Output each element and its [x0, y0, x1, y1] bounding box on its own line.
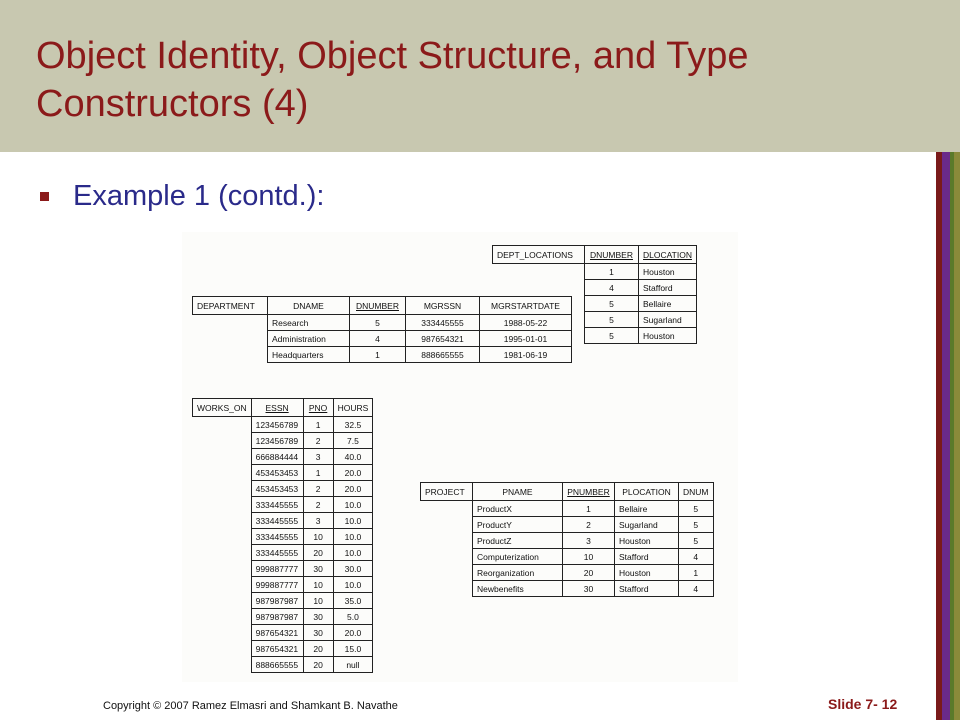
- table-cell: Sugarland: [615, 517, 679, 533]
- table-cell: 20: [563, 565, 615, 581]
- table-cell: 5: [679, 517, 714, 533]
- table-row: [193, 465, 373, 481]
- table-row: [193, 347, 572, 363]
- table-cell: 10.0: [333, 545, 373, 561]
- table-cell: 987654321: [251, 625, 303, 641]
- row-spacer: [421, 501, 473, 517]
- table-cell: ProductY: [473, 517, 563, 533]
- table-row: [193, 657, 373, 673]
- table-cell: Stafford: [639, 280, 697, 296]
- table-cell: 987987987: [251, 609, 303, 625]
- table-cell: 5: [585, 296, 639, 312]
- row-spacer: [193, 497, 252, 513]
- table-row: [493, 280, 697, 296]
- table-cell: ProductZ: [473, 533, 563, 549]
- row-spacer: [193, 545, 252, 561]
- slide-title: Object Identity, Object Structure, and Type Constructors (4): [36, 35, 749, 125]
- table-cell: 4: [585, 280, 639, 296]
- relation-name: PROJECT: [421, 483, 473, 501]
- row-spacer: [193, 561, 252, 577]
- table-cell: 5: [585, 312, 639, 328]
- row-spacer: [421, 581, 473, 597]
- table-cell: 20.0: [333, 465, 373, 481]
- row-spacer: [193, 625, 252, 641]
- table-cell: 5: [585, 328, 639, 344]
- table-row: [493, 264, 697, 280]
- header-row: [493, 246, 697, 264]
- table-cell: 30: [563, 581, 615, 597]
- row-spacer: [193, 347, 268, 363]
- column-header: DNUM: [679, 483, 714, 501]
- table-row: [421, 501, 714, 517]
- table-row: [193, 593, 373, 609]
- table-row: [421, 549, 714, 565]
- row-spacer: [493, 264, 585, 280]
- table-cell: 5: [679, 501, 714, 517]
- row-spacer: [193, 593, 252, 609]
- table-row: [193, 625, 373, 641]
- header-row: [193, 297, 572, 315]
- table-cell: 4: [350, 331, 406, 347]
- table-row: [193, 497, 373, 513]
- table-row: [193, 417, 373, 433]
- table-cell: Administration: [268, 331, 350, 347]
- column-header: PNUMBER: [563, 483, 615, 501]
- table-cell: 40.0: [333, 449, 373, 465]
- table-cell: ProductX: [473, 501, 563, 517]
- table-cell: 2: [303, 433, 333, 449]
- table-row: [421, 565, 714, 581]
- table-row: [193, 481, 373, 497]
- table-cell: 20: [303, 545, 333, 561]
- table-cell: 4: [679, 549, 714, 565]
- table-cell: 10: [563, 549, 615, 565]
- table-cell: Houston: [639, 328, 697, 344]
- table-cell: 32.5: [333, 417, 373, 433]
- table-cell: 30: [303, 625, 333, 641]
- table-row: [193, 577, 373, 593]
- column-header: HOURS: [333, 399, 373, 417]
- table-row: [421, 581, 714, 597]
- table-cell: 333445555: [251, 497, 303, 513]
- table-cell: Computerization: [473, 549, 563, 565]
- row-spacer: [193, 609, 252, 625]
- table-cell: 35.0: [333, 593, 373, 609]
- column-header: DLOCATION: [639, 246, 697, 264]
- table-row: [193, 331, 572, 347]
- header-row: [193, 399, 373, 417]
- table-cell: 10: [303, 593, 333, 609]
- header-row: [421, 483, 714, 501]
- table-cell: Research: [268, 315, 350, 331]
- table-cell: 3: [303, 513, 333, 529]
- table-cell: Stafford: [615, 549, 679, 565]
- bullet-text: Example 1 (contd.):: [73, 180, 325, 212]
- table-cell: 1995-01-01: [480, 331, 572, 347]
- row-spacer: [493, 280, 585, 296]
- table-cell: 1: [679, 565, 714, 581]
- table-cell: 2: [303, 497, 333, 513]
- table-row: [193, 609, 373, 625]
- table-cell: 20.0: [333, 625, 373, 641]
- table-cell: 7.5: [333, 433, 373, 449]
- row-spacer: [193, 417, 252, 433]
- column-header: PNAME: [473, 483, 563, 501]
- row-spacer: [421, 517, 473, 533]
- table-cell: 987654321: [406, 331, 480, 347]
- table-row: [193, 641, 373, 657]
- row-spacer: [193, 315, 268, 331]
- table-cell: 123456789: [251, 417, 303, 433]
- table-cell: Stafford: [615, 581, 679, 597]
- table-cell: null: [333, 657, 373, 673]
- table-cell: 1: [585, 264, 639, 280]
- column-header: ESSN: [251, 399, 303, 417]
- table-cell: 1: [350, 347, 406, 363]
- table-cell: Headquarters: [268, 347, 350, 363]
- table-cell: 5: [350, 315, 406, 331]
- table-cell: 20: [303, 657, 333, 673]
- table-cell: 999887777: [251, 561, 303, 577]
- row-spacer: [193, 481, 252, 497]
- column-header: MGRSSN: [406, 297, 480, 315]
- table-cell: 2: [563, 517, 615, 533]
- table-cell: 987987987: [251, 593, 303, 609]
- table-cell: 333445555: [406, 315, 480, 331]
- relation-name: WORKS_ON: [193, 399, 252, 417]
- table-cell: 30.0: [333, 561, 373, 577]
- column-header: DNAME: [268, 297, 350, 315]
- table-cell: 1981-06-19: [480, 347, 572, 363]
- column-header: DNUMBER: [350, 297, 406, 315]
- table-cell: 3: [303, 449, 333, 465]
- table-row: [193, 561, 373, 577]
- column-header: PLOCATION: [615, 483, 679, 501]
- table-row: [193, 545, 373, 561]
- relation-name: DEPARTMENT: [193, 297, 268, 315]
- table-cell: 10: [303, 529, 333, 545]
- copyright-footer: Copyright © 2007 Ramez Elmasri and Shamkant B. Navathe: [103, 700, 398, 712]
- table-cell: 453453453: [251, 465, 303, 481]
- table-cell: 666884444: [251, 449, 303, 465]
- table-cell: 4: [679, 581, 714, 597]
- row-spacer: [193, 529, 252, 545]
- decor-stripe-4: [954, 152, 960, 720]
- row-spacer: [193, 513, 252, 529]
- table-cell: 888665555: [251, 657, 303, 673]
- table-cell: 888665555: [406, 347, 480, 363]
- table-row: [193, 315, 572, 331]
- row-spacer: [421, 549, 473, 565]
- table-cell: 333445555: [251, 529, 303, 545]
- table-cell: 123456789: [251, 433, 303, 449]
- table-cell: 10.0: [333, 529, 373, 545]
- table-cell: Houston: [615, 533, 679, 549]
- table-cell: 20: [303, 641, 333, 657]
- row-spacer: [193, 433, 252, 449]
- row-spacer: [421, 533, 473, 549]
- table-cell: 333445555: [251, 545, 303, 561]
- table-cell: 2: [303, 481, 333, 497]
- table-cell: Houston: [639, 264, 697, 280]
- table-cell: 10.0: [333, 513, 373, 529]
- table-cell: 30: [303, 609, 333, 625]
- row-spacer: [193, 465, 252, 481]
- table-row: [193, 433, 373, 449]
- column-header: PNO: [303, 399, 333, 417]
- table-row: [193, 449, 373, 465]
- table-row: [421, 517, 714, 533]
- table-cell: 5.0: [333, 609, 373, 625]
- row-spacer: [421, 565, 473, 581]
- table-cell: 453453453: [251, 481, 303, 497]
- row-spacer: [193, 657, 252, 673]
- table-row: [421, 533, 714, 549]
- table-cell: 20.0: [333, 481, 373, 497]
- row-spacer: [193, 449, 252, 465]
- slide-number: Slide 7- 12: [828, 696, 898, 712]
- table-cell: Sugarland: [639, 312, 697, 328]
- table-cell: Bellaire: [639, 296, 697, 312]
- table-cell: 1: [303, 417, 333, 433]
- row-spacer: [193, 331, 268, 347]
- table-cell: 999887777: [251, 577, 303, 593]
- table-cell: Bellaire: [615, 501, 679, 517]
- table-row: [193, 529, 373, 545]
- column-header: DNUMBER: [585, 246, 639, 264]
- bullet-item: [40, 180, 324, 213]
- table-cell: 1: [303, 465, 333, 481]
- table-cell: Houston: [615, 565, 679, 581]
- relation-name: DEPT_LOCATIONS: [493, 246, 585, 264]
- bullet-square-icon: [40, 192, 49, 201]
- table-cell: 10.0: [333, 577, 373, 593]
- table-cell: 10.0: [333, 497, 373, 513]
- table-cell: 5: [679, 533, 714, 549]
- table-cell: Reorganization: [473, 565, 563, 581]
- department-table: [192, 296, 572, 363]
- column-header: MGRSTARTDATE: [480, 297, 572, 315]
- table-cell: 10: [303, 577, 333, 593]
- table-cell: 3: [563, 533, 615, 549]
- table-cell: 333445555: [251, 513, 303, 529]
- table-cell: 1988-05-22: [480, 315, 572, 331]
- table-cell: 987654321: [251, 641, 303, 657]
- row-spacer: [193, 577, 252, 593]
- project-table: [420, 482, 714, 597]
- table-row: [193, 513, 373, 529]
- table-cell: Newbenefits: [473, 581, 563, 597]
- table-cell: 1: [563, 501, 615, 517]
- table-cell: 30: [303, 561, 333, 577]
- decor-stripe-2: [942, 152, 950, 720]
- works-on-table: [192, 398, 373, 673]
- table-cell: 15.0: [333, 641, 373, 657]
- row-spacer: [193, 641, 252, 657]
